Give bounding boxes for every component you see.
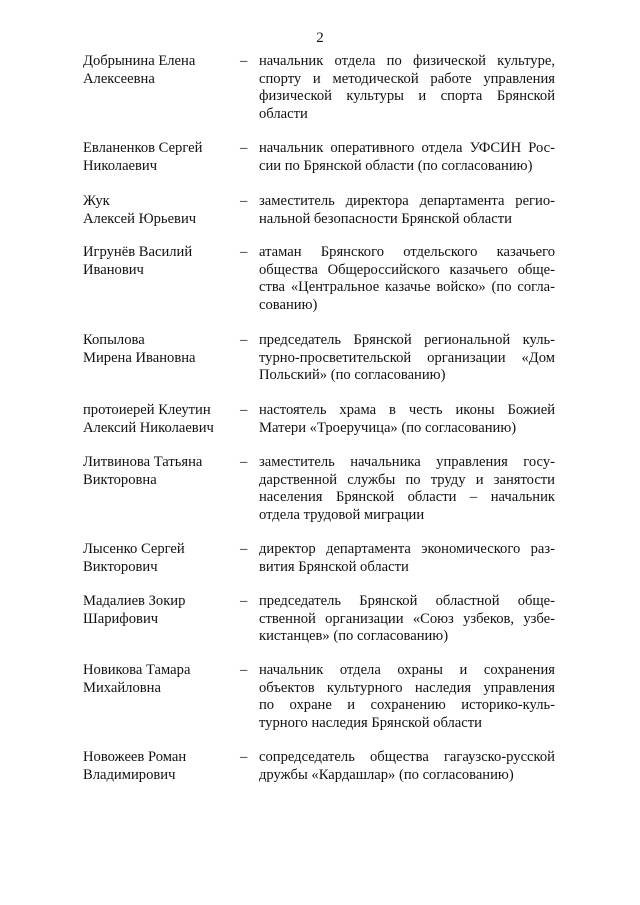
member-name-line: Евланенков Сергей bbox=[83, 140, 203, 156]
member-name-line: Лысенко Сергей bbox=[83, 541, 185, 557]
member-position bbox=[259, 193, 555, 228]
member-position-line: ства «Центральное казачье войско» (по согла- bbox=[259, 279, 555, 295]
member-position-line: по охране и сохранению историко-куль- bbox=[259, 697, 555, 713]
member-name bbox=[83, 593, 233, 628]
member-position bbox=[259, 332, 555, 385]
member-name-line: Литвинова Татьяна bbox=[83, 454, 203, 470]
member-position-line: кистанцев» (по согласованию) bbox=[259, 628, 449, 644]
dash-separator: – bbox=[240, 332, 248, 348]
member-position bbox=[259, 244, 555, 314]
member-name-line: Мирена Ивановна bbox=[83, 349, 196, 366]
member-name-line: Шарифович bbox=[83, 610, 159, 627]
member-position-line: физической культуры и спорта Брянской bbox=[259, 88, 555, 104]
dash-separator: – bbox=[240, 402, 248, 418]
member-name bbox=[83, 244, 233, 279]
member-position-line: председатель Брянской областной обще- bbox=[259, 593, 555, 609]
member-name-line: протоиерей Клеутин bbox=[83, 402, 211, 418]
dash-separator: – bbox=[240, 749, 248, 765]
member-position-line: начальник отдела охраны и сохранения bbox=[259, 662, 555, 678]
member-position bbox=[259, 454, 555, 524]
dash-separator: – bbox=[240, 593, 248, 609]
member-position-line: начальник оперативного отдела УФСИН Рос- bbox=[259, 140, 555, 156]
member-name-line: Мадалиев Зокир bbox=[83, 593, 186, 609]
member-name-line: Иванович bbox=[83, 261, 144, 278]
dash-separator: – bbox=[240, 244, 248, 260]
member-position bbox=[259, 593, 555, 646]
member-position-line: турно-просветительской организации «Дом bbox=[259, 349, 555, 366]
member-position-line: председатель Брянской региональной куль- bbox=[259, 332, 555, 348]
dash-separator: – bbox=[240, 541, 248, 557]
member-position-line: объектов культурного наследия управления bbox=[259, 679, 555, 696]
member-name-line: Игрунёв Василий bbox=[83, 244, 193, 260]
member-name-line: Викторовна bbox=[83, 471, 157, 488]
member-position-line: дарственной службы по труду и занятости bbox=[259, 471, 555, 488]
member-name bbox=[83, 332, 233, 367]
member-position-line: атаман Брянского отдельского казачьего bbox=[259, 244, 555, 260]
member-name-line: Новикова Тамара bbox=[83, 662, 191, 678]
member-name-line: Алексий Николаевич bbox=[83, 419, 214, 436]
member-name-line: Копылова bbox=[83, 332, 145, 348]
member-position-line: Матери «Троеручица» (по согласованию) bbox=[259, 419, 517, 436]
member-position-line: настоятель храма в честь иконы Божией bbox=[259, 402, 555, 418]
member-position-line: Польский» (по согласованию) bbox=[259, 367, 446, 383]
member-position-line: отдела трудовой миграции bbox=[259, 506, 425, 523]
member-position-line: заместитель начальника управления госу- bbox=[259, 454, 555, 470]
member-position bbox=[259, 140, 555, 175]
member-position-line: области bbox=[259, 105, 308, 122]
member-position-line: сованию) bbox=[259, 296, 318, 313]
member-position bbox=[259, 53, 555, 123]
dash-separator: – bbox=[240, 193, 248, 209]
dash-separator: – bbox=[240, 53, 248, 69]
member-position bbox=[259, 749, 555, 784]
member-position bbox=[259, 541, 555, 576]
member-position-line: заместитель директора департамента регио- bbox=[259, 193, 555, 209]
member-name bbox=[83, 53, 233, 88]
member-position-line: сии по Брянской области (по согласованию) bbox=[259, 157, 533, 174]
member-position bbox=[259, 402, 555, 437]
dash-separator: – bbox=[240, 662, 248, 678]
member-name bbox=[83, 662, 233, 697]
member-position-line: вития Брянской области bbox=[259, 558, 409, 575]
member-position-line: дружбы «Кардашлар» (по согласованию) bbox=[259, 766, 514, 783]
member-position-line: общества Общероссийского казачьего обще- bbox=[259, 261, 555, 278]
member-position-line: сопредседатель общества гагаузско-русской bbox=[259, 749, 555, 765]
member-name bbox=[83, 193, 233, 228]
member-position-line: директор департамента экономического раз- bbox=[259, 541, 555, 557]
member-name-line: Николаевич bbox=[83, 157, 158, 174]
member-name-line: Добрынина Елена bbox=[83, 53, 196, 69]
member-name bbox=[83, 140, 233, 175]
member-name-line: Владимирович bbox=[83, 766, 176, 783]
member-name bbox=[83, 541, 233, 576]
member-position-line: турного наследия Брянской области bbox=[259, 714, 482, 731]
member-position-line: населения Брянской области – начальник bbox=[259, 489, 555, 505]
member-name bbox=[83, 749, 233, 784]
member-position-line: нальной безопасности Брянской области bbox=[259, 210, 512, 227]
member-position bbox=[259, 662, 555, 732]
member-position-line: начальник отдела по физической культуре, bbox=[259, 53, 555, 69]
member-name-line: Новожеев Роман bbox=[83, 749, 187, 765]
member-position-line: ственной организации «Союз узбеков, узбе- bbox=[259, 610, 555, 627]
dash-separator: – bbox=[240, 140, 248, 156]
member-name-line: Алексеевна bbox=[83, 70, 155, 87]
member-name bbox=[83, 402, 233, 437]
member-name-line: Викторович bbox=[83, 558, 158, 575]
page-number: 2 bbox=[316, 30, 324, 46]
member-name-line: Жук bbox=[83, 193, 110, 209]
dash-separator: – bbox=[240, 454, 248, 470]
member-name-line: Михайловна bbox=[83, 679, 161, 696]
member-position-line: спорту и методической работе управления bbox=[259, 70, 555, 87]
member-name-line: Алексей Юрьевич bbox=[83, 210, 197, 227]
member-name bbox=[83, 454, 233, 489]
